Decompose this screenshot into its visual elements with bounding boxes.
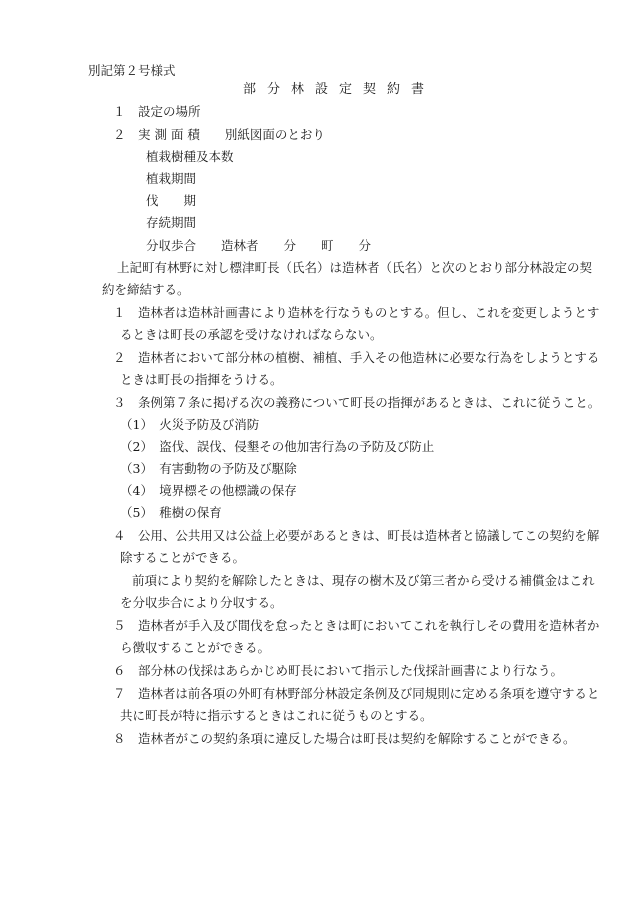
intro-line-2: 約を締結する。 <box>102 282 190 297</box>
article-4-line-1: ４ 公用、公共用又は公益上必要があるときは、町長は造林者と協議してこの契約を解 <box>113 528 600 543</box>
article-1-line-1: １ 造林者は造林計画書により造林を行なうものとする。但し、これを変更しようとす <box>113 305 600 320</box>
schedule-share: 分収歩合 造林者 分 町 分 <box>146 238 372 253</box>
article-3-item-2: （2） 盗伐、誤伐、侵墾その他加害行為の予防及び防止 <box>120 439 435 454</box>
article-3: ３ 条例第７条に掲げる次の義務について町長の指揮があるときは、これに従うこと。 <box>113 395 601 410</box>
article-5-line-2: ら徴収することができる。 <box>120 640 271 655</box>
article-3-item-5: （5） 稚樹の保育 <box>120 505 222 520</box>
article-4-para-line-1: 前項により契約を解除したときは、現存の樹木及び第三者から受ける補償金はこれ <box>132 573 595 588</box>
article-8: ８ 造林者がこの契約条項に違反した場合は町長は契約を解除することができる。 <box>113 731 576 746</box>
article-2-line-2: ときは町長の指揮をうける。 <box>120 372 283 387</box>
schedule-planting-period: 植栽期間 <box>146 171 197 186</box>
schedule-area: ２ 実 測 面 積 別紙図面のとおり <box>113 127 325 142</box>
schedule-location: １ 設定の場所 <box>113 104 201 119</box>
article-4-para-line-2: を分収歩合により分収する。 <box>120 595 283 610</box>
article-1-line-2: るときは町長の承認を受けなければならない。 <box>120 327 383 342</box>
schedule-duration: 存続期間 <box>146 215 197 230</box>
article-7-line-2: 共に町長が特に指示するときはこれに従うものとする。 <box>120 708 433 723</box>
article-7-line-1: ７ 造林者は前各項の外町有林野部分林設定条例及び同規則に定める条項を遵守すると <box>113 686 600 701</box>
form-label: 別記第２号様式 <box>88 63 176 78</box>
article-3-item-4: （4） 境界標その他標識の保存 <box>120 483 297 498</box>
article-6: ６ 部分林の伐採はあらかじめ町長において指示した伐採計画書により行なう。 <box>113 663 564 678</box>
article-5-line-1: ５ 造林者が手入及び間伐を怠ったときは町においてこれを執行しその費用を造林者か <box>113 618 600 633</box>
schedule-cutting-period: 伐 期 <box>146 193 197 208</box>
intro-line-1: 上記町有林野に対し標津町長（氏名）は造林者（氏名）と次のとおり部分林設定の契 <box>117 260 593 275</box>
schedule-species: 植栽樹種及本数 <box>146 149 234 164</box>
article-3-item-1: （1） 火災予防及び消防 <box>120 417 260 432</box>
article-4-line-2: 除することができる。 <box>120 550 246 565</box>
document-title: 部分林設定契約書 <box>243 82 436 97</box>
article-2-line-1: ２ 造林者において部分林の植樹、補植、手入その他造林に必要な行為をしようとする <box>113 350 600 365</box>
article-3-item-3: （3） 有害動物の予防及び駆除 <box>120 461 297 476</box>
